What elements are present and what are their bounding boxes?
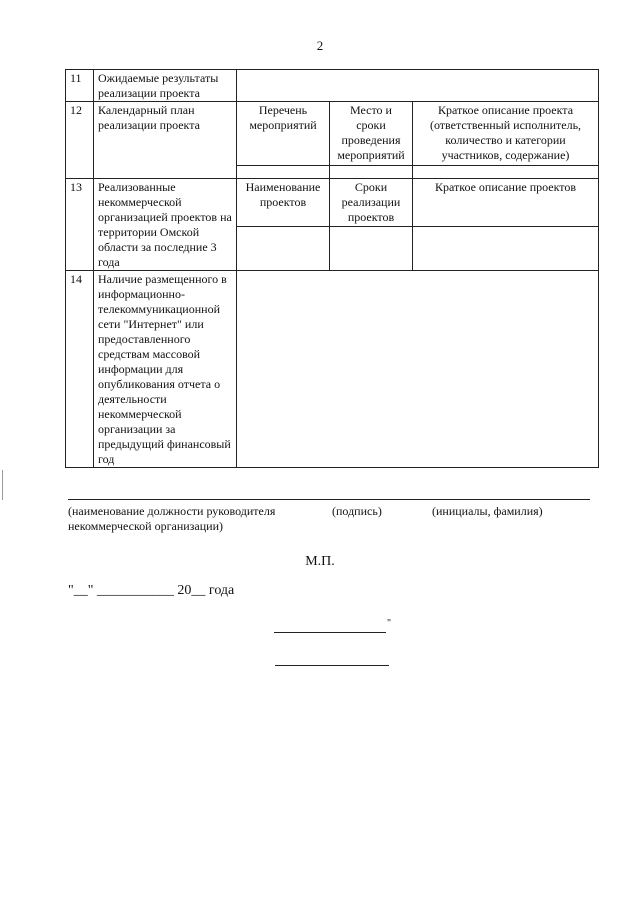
row-13-name-header: Наименование проектов	[237, 179, 330, 227]
date-line[interactable]: "__" ___________ 20__ года	[68, 583, 235, 598]
row-12-events-cell[interactable]	[237, 166, 330, 179]
row-14-label: Наличие размещенного в информационно-телекоммуникационной сети "Интернет" или предоставленного средствам массовой информации для опубликования отчета о деятельности некоммерческой организации за предыдущий финансовый год	[94, 271, 237, 468]
row-12-number: 12	[66, 102, 94, 179]
signature-line[interactable]	[68, 499, 590, 500]
row-12-header	[66, 102, 599, 166]
row-11-value-cell[interactable]	[237, 70, 599, 102]
row-14-number: 14	[66, 271, 94, 468]
quote-mark: "	[387, 618, 392, 629]
row-12-place-header: Место и сроки проведения мероприятий	[330, 102, 413, 166]
row-13-terms-cell[interactable]	[330, 226, 413, 270]
row-11	[66, 70, 599, 102]
row-13-label: Реализованные некоммерческой организацией проектов на территории Омской области за последние 3 года	[94, 179, 237, 271]
scan-edge-mark	[2, 470, 3, 500]
position-caption: (наименование должности руководителя некоммерческой организации)	[68, 504, 276, 533]
row-13-description-header: Краткое описание проектов	[413, 179, 599, 227]
row-13-description-cell[interactable]	[413, 226, 599, 270]
application-form-table	[65, 69, 599, 468]
row-13-header	[66, 179, 599, 227]
row-12-description-header: Краткое описание проекта (ответственный исполнитель, количество и категории участников, содержание)	[413, 102, 599, 166]
row-11-label: Ожидаемые результаты реализации проекта	[94, 70, 237, 102]
signature-caption: (подпись)	[332, 504, 382, 518]
row-11-number: 11	[66, 70, 94, 102]
row-13-terms-header: Сроки реализации проектов	[330, 179, 413, 227]
row-13-name-cell[interactable]	[237, 226, 330, 270]
row-12-events-header: Перечень мероприятий	[237, 102, 330, 166]
row-12-label: Календарный план реализации проекта	[94, 102, 237, 179]
row-14	[66, 271, 599, 468]
registration-line-2[interactable]	[275, 665, 389, 666]
row-12-description-cell[interactable]	[413, 166, 599, 179]
page-number: 2	[316, 38, 324, 53]
row-13-number: 13	[66, 179, 94, 271]
stamp-placeholder: М.П.	[305, 554, 335, 569]
initials-caption: (инициалы, фамилия)	[432, 504, 543, 518]
row-12-place-cell[interactable]	[330, 166, 413, 179]
registration-line-1[interactable]	[274, 632, 386, 633]
row-14-value-cell[interactable]	[237, 271, 599, 468]
